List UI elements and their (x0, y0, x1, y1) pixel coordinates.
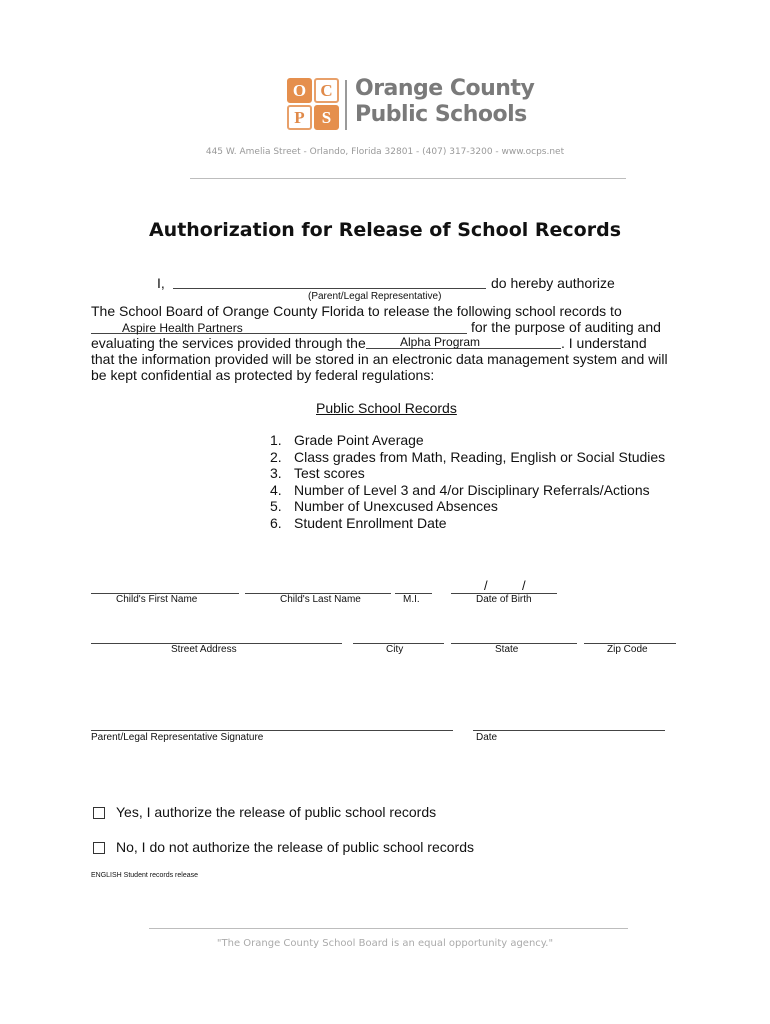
list-item (270, 449, 665, 466)
yes-checkbox[interactable] (93, 807, 105, 819)
dob-slash-2: / (522, 578, 526, 593)
mi-label: M.I. (403, 594, 420, 605)
header-divider (190, 178, 626, 179)
parent-label: (Parent/Legal Representative) (308, 291, 442, 302)
auth-line1-prefix: I, (157, 275, 165, 291)
logo-tile-o: O (287, 78, 312, 103)
logo-divider (345, 80, 347, 130)
list-item (270, 515, 665, 532)
auth-line4-suffix: . I understand (561, 335, 647, 351)
list-item-text: Grade Point Average (294, 432, 424, 448)
list-item-number: 1. (270, 432, 282, 448)
list-item (270, 482, 665, 499)
yes-option-label: Yes, I authorize the release of public school records (116, 804, 437, 820)
dob-label: Date of Birth (476, 594, 532, 605)
logo-line-1: Orange County (355, 76, 535, 101)
auth-line5: that the information provided will be stored in an electronic data management system and will (91, 351, 668, 367)
auth-line2: The School Board of Orange County Florida to release the following school records to (91, 303, 622, 319)
list-item-text: Number of Unexcused Absences (294, 498, 498, 514)
program-value: Alpha Program (400, 335, 481, 349)
street-label: Street Address (171, 644, 237, 655)
list-item (270, 432, 665, 449)
recipient-value: Aspire Health Partners (122, 321, 243, 335)
auth-line4-prefix: evaluating the services provided through the (91, 335, 366, 351)
ocps-logo (287, 78, 339, 130)
list-item-number: 3. (270, 465, 282, 481)
zip-label: Zip Code (607, 644, 648, 655)
signature-label: Parent/Legal Representative Signature (91, 732, 264, 743)
signature-date-field[interactable] (473, 730, 665, 731)
page-title: Authorization for Release of School Records (148, 219, 622, 241)
footer-note: "The Orange County School Board is an equal opportunity agency." (216, 938, 554, 949)
no-option-label: No, I do not authorize the release of public school records (116, 839, 474, 855)
school-address: 445 W. Amelia Street - Orlando, Florida 32801 - (407) 317-3200 - www.ocps.net (205, 147, 565, 157)
logo-tile-s: S (314, 105, 339, 130)
footer-divider (149, 928, 628, 929)
signature-field[interactable] (91, 730, 453, 731)
signature-date-label: Date (476, 732, 498, 743)
list-item (270, 465, 665, 482)
auth-line3-suffix: for the purpose of auditing and (471, 319, 661, 335)
auth-line6: be kept confidential as protected by federal regulations: (91, 367, 435, 383)
list-item (270, 498, 665, 515)
city-label: City (386, 644, 404, 655)
logo-tile-p: P (287, 105, 312, 130)
list-item-text: Test scores (294, 465, 365, 481)
form-id: ENGLISH Student records release (91, 872, 198, 879)
dob-slash-1: / (484, 578, 488, 593)
records-list (270, 432, 665, 531)
records-heading: Public School Records (316, 400, 457, 416)
child-last-name-label: Child's Last Name (280, 594, 361, 605)
parent-name-field[interactable] (173, 288, 486, 289)
list-item-text: Student Enrollment Date (294, 514, 447, 531)
auth-line1-suffix: do hereby authorize (491, 275, 615, 291)
list-item-text: Class grades from Math, Reading, English or Social Studies (294, 448, 666, 465)
logo-tile-c: C (314, 78, 339, 103)
list-item-number: 6. (270, 514, 282, 531)
list-item-number: 2. (270, 448, 282, 465)
list-item-number: 5. (270, 498, 282, 514)
child-first-name-label: Child's First Name (116, 594, 198, 605)
logo-line-2: Public Schools (355, 102, 527, 127)
list-item-text: Number of Level 3 and 4/or Disciplinary Referrals/Actions (294, 481, 650, 498)
no-checkbox[interactable] (93, 842, 105, 854)
list-item-number: 4. (270, 481, 282, 498)
state-label: State (495, 644, 519, 655)
